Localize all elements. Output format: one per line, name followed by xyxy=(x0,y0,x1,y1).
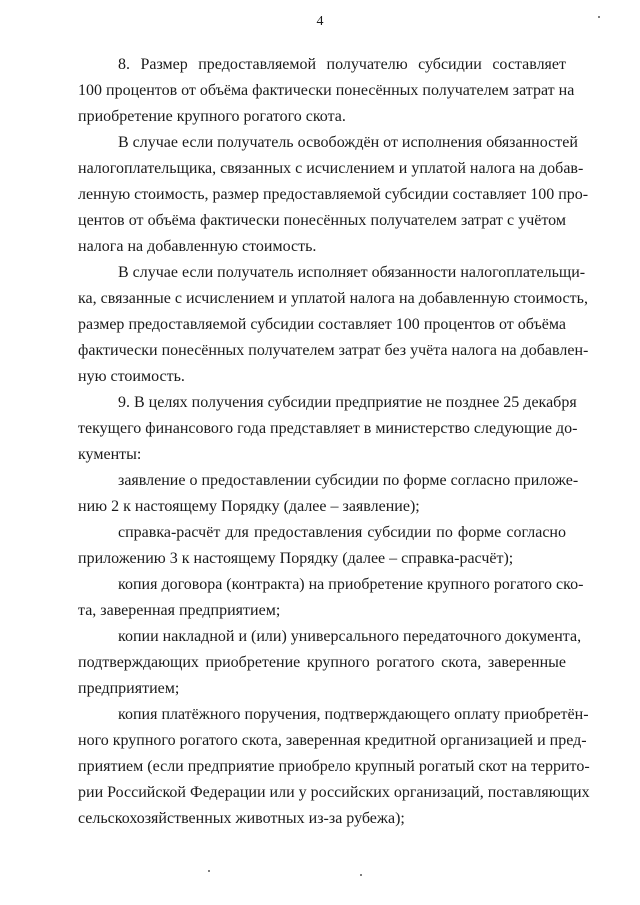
text-line: фактически понесённых получателем затрат без учёта налога на добавлен- xyxy=(78,342,589,359)
text-line: заявление о предоставлении субсидии по форме согласно приложе- xyxy=(118,472,579,489)
text-line: ленную стоимость, размер предоставляемой субсидии составляет 100 про- xyxy=(78,186,589,203)
text-line: предприятием; xyxy=(78,680,180,697)
page-number: 4 xyxy=(316,14,324,29)
text-line: текущего финансового года представляет в министерство следующие до- xyxy=(78,420,578,437)
text-line: 8. Размер предоставляемой получателю субсидии составляет xyxy=(118,56,566,73)
text-line: размер предоставляемой субсидии составляет 100 процентов от объёма xyxy=(78,316,566,333)
text-line: справка-расчёт для предоставления субсидии по форме согласно xyxy=(118,524,566,541)
text-line: налога на добавленную стоимость. xyxy=(78,238,317,255)
document-body xyxy=(78,55,590,835)
text-line: нию 2 к настоящему Порядку (далее – заявление); xyxy=(78,498,420,515)
scan-speck xyxy=(208,870,210,872)
text-line: подтверждающих приобретение крупного рогатого скота, заверенные xyxy=(78,654,566,671)
text-line: ного крупного рогатого скота, заверенная кредитной организацией и пред- xyxy=(78,732,587,749)
text-line: В случае если получатель исполняет обязанности налогоплательщи- xyxy=(118,264,586,281)
text-line: копия платёжного поручения, подтверждающего оплату приобретён- xyxy=(118,706,589,723)
text-line: приятием (если предприятие приобрело крупный рогатый скот на террито- xyxy=(78,758,590,775)
text-line: приобретение крупного рогатого скота. xyxy=(78,108,346,125)
text-line: 100 процентов от объёма фактически понесённых получателем затрат на xyxy=(78,82,575,99)
scan-speck xyxy=(598,16,600,18)
text-line: та, заверенная предприятием; xyxy=(78,602,281,619)
text-line: В случае если получатель освобождён от исполнения обязанностей xyxy=(118,134,578,151)
text-line: копия договора (контракта) на приобретение крупного рогатого ско- xyxy=(118,576,584,593)
scan-speck xyxy=(360,874,362,876)
text-line: копии накладной и (или) универсального передаточного документа, xyxy=(118,628,582,645)
text-line: налогоплательщика, связанных с исчислением и уплатой налога на добав- xyxy=(78,160,584,177)
text-line: рии Российской Федерации или у российских организаций, поставляющих xyxy=(78,784,590,801)
text-line: 9. В целях получения субсидии предприятие не позднее 25 декабря xyxy=(118,394,577,411)
text-line: приложению 3 к настоящему Порядку (далее – справка-расчёт); xyxy=(78,550,514,567)
text-line: ную стоимость. xyxy=(78,368,185,385)
text-line: ка, связанные с исчислением и уплатой налога на добавленную стоимость, xyxy=(78,290,588,307)
text-line: кументы: xyxy=(78,446,142,463)
text-line: центов от объёма фактически понесённых получателем затрат с учётом xyxy=(78,212,566,229)
text-line: сельскохозяйственных животных из-за рубежа); xyxy=(78,810,405,827)
